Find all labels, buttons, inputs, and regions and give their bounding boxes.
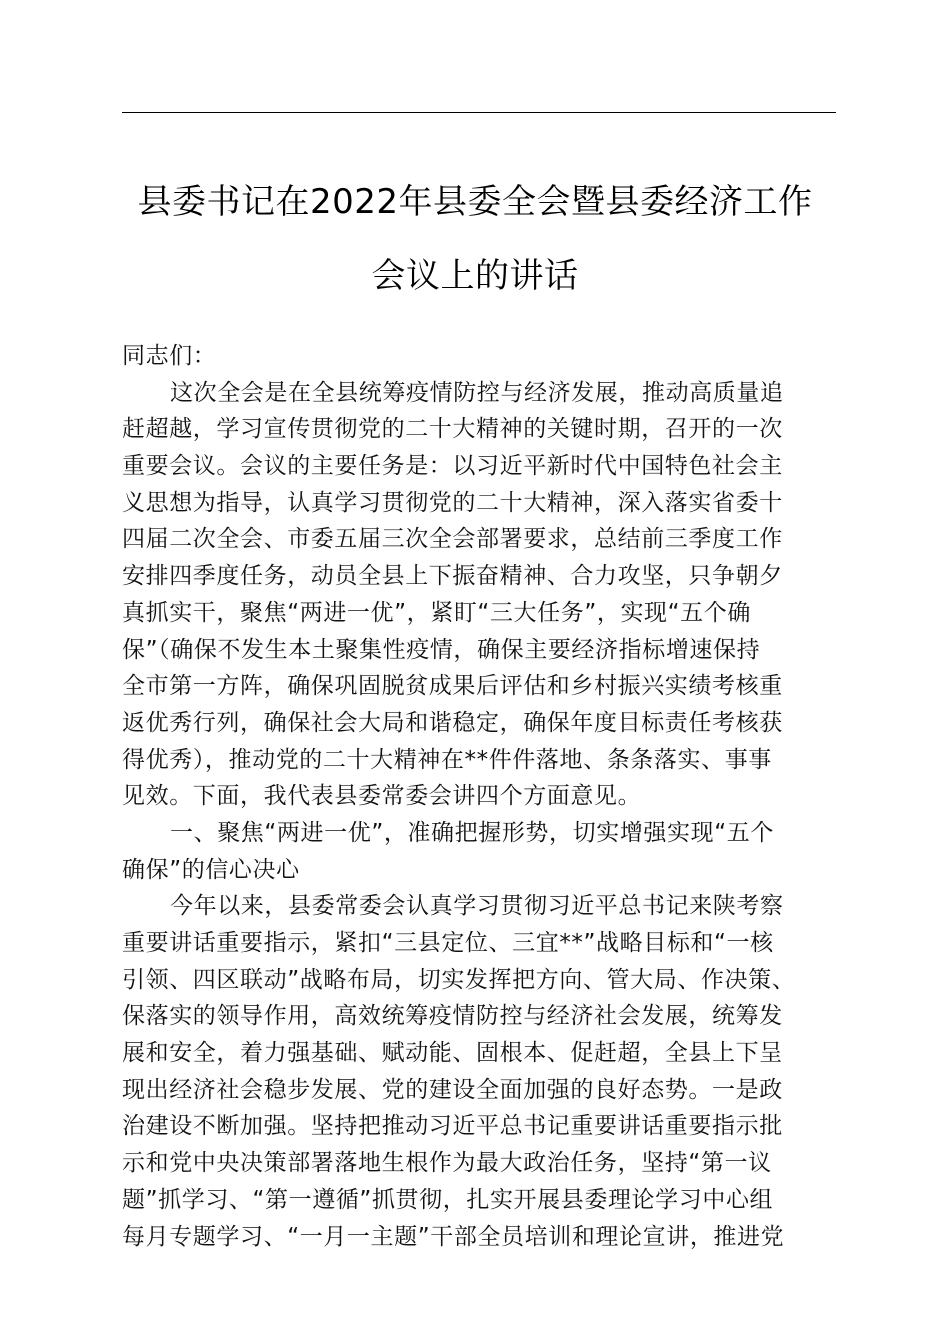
speech-body — [122, 338, 837, 1255]
paragraph-line: 全市第一方阵，确保巩固脱贫成果后评估和乡村振兴实绩考核重 — [122, 673, 783, 700]
paragraph-line: 展和安全，着力强基础、赋动能、固根本、促赶超，全县上下呈 — [122, 1040, 783, 1067]
paragraph-line: 得优秀），推动党的二十大精神在**件件落地、条条落实、事事 — [122, 746, 772, 773]
salutation: 同志们： — [122, 343, 217, 369]
paragraph-line: 义思想为指导，认真学习贯彻党的二十大精神，深入落实省委十 — [122, 489, 783, 516]
section-heading-line: 一、聚焦“两进一优”，准确把握形势，切实增强实现“五个 — [170, 819, 774, 846]
header-rule — [122, 112, 836, 113]
paragraph-line: 题”抓学习、“第一遵循”抓贯彻，扎实开展县委理论学习中心组 — [122, 1186, 774, 1213]
paragraph-line: 这次全会是在全县统筹疫情防控与经济发展，推动高质量追 — [170, 379, 784, 406]
paragraph-line: 现出经济社会稳步发展、党的建设全面加强的良好态势。一是政 — [122, 1076, 783, 1103]
document-title-line-1: 县委书记在2022年县委全会暨县委经济工作 — [137, 182, 813, 222]
paragraph-line: 重要会议。会议的主要任务是：以习近平新时代中国特色社会主 — [122, 453, 783, 480]
document-title-line-2: 会议上的讲话 — [371, 256, 579, 296]
paragraph-line: 见效。下面，我代表县委常委会讲四个方面意见。 — [122, 783, 642, 810]
paragraph-line: 四届二次全会、市委五届三次全会部署要求，总结前三季度工作 — [122, 526, 783, 553]
paragraph-line: 安排四季度任务，动员全县上下振奋精神、合力攻坚，只争朝夕 — [122, 563, 783, 590]
paragraph-line: 示和党中央决策部署落地生根作为最大政治任务，坚持“第一议 — [122, 1150, 772, 1177]
paragraph-line: 今年以来，县委常委会认真学习贯彻习近平总书记来陕考察 — [170, 893, 784, 920]
paragraph-line: 每月专题学习、“一月一主题”干部全员培训和理论宣讲，推进党 — [122, 1223, 785, 1250]
paragraph-line: 保”（确保不发生本土聚集性疫情，确保主要经济指标增速保持 — [122, 636, 761, 663]
paragraph-line: 真抓实干，聚焦“两进一优”，紧盯“三大任务”，实现“五个确 — [122, 599, 751, 626]
paragraph-line: 保落实的领导作用，高效统筹疫情防控与经济社会发展，统筹发 — [122, 1003, 783, 1030]
paragraph-line: 重要讲话重要指示，紧扣“三县定位、三宜**”战略目标和“一核 — [122, 930, 774, 956]
section-heading-line: 确保”的信心决心 — [122, 856, 300, 883]
paragraph-line: 引领、四区联动”战略布局，切实发挥把方向、管大局、作决策、 — [122, 966, 796, 993]
paragraph-line: 返优秀行列，确保社会大局和谐稳定，确保年度目标责任考核获 — [122, 709, 783, 736]
paragraph-line: 治建设不断加强。坚持把推动习近平总书记重要讲话重要指示批 — [122, 1113, 783, 1140]
paragraph-line: 赶超越，学习宣传贯彻党的二十大精神的关键时期，召开的一次 — [122, 416, 783, 443]
